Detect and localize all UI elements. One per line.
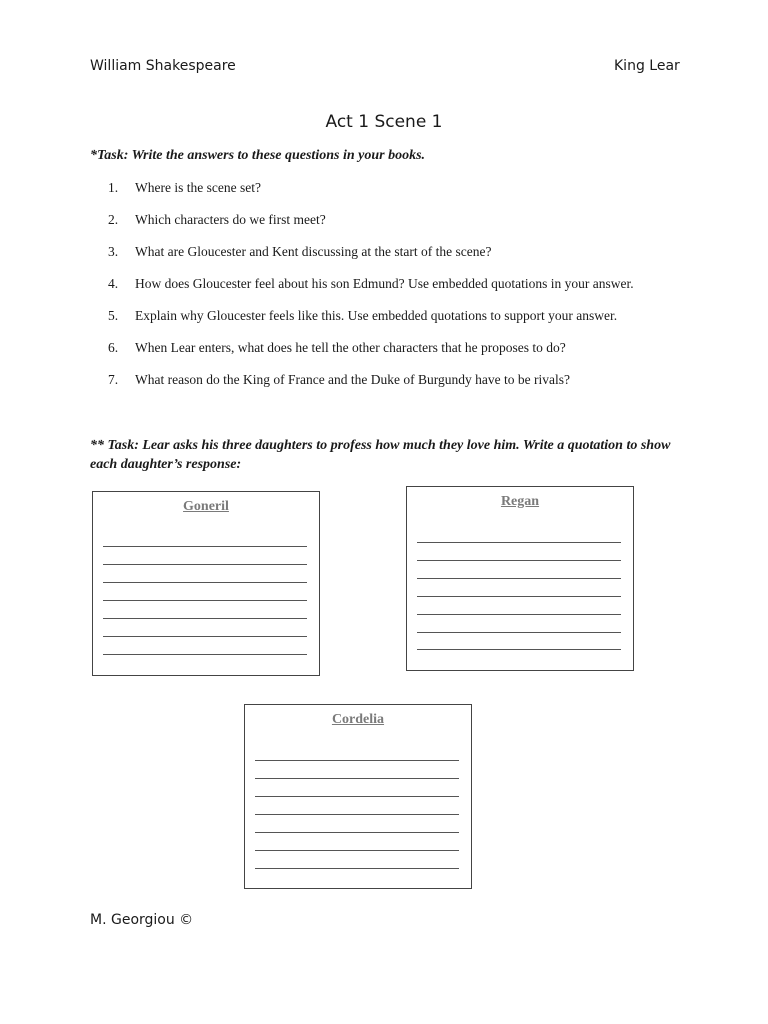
question-item: 1. Where is the scene set? — [108, 180, 261, 195]
answer-line — [103, 564, 307, 565]
question-text: When Lear enters, what does he tell the other characters that he proposes to do? — [135, 340, 566, 355]
answer-line — [255, 760, 459, 761]
answer-line — [417, 596, 621, 597]
cordelia-box-title: Cordelia — [331, 712, 385, 727]
answer-line — [255, 868, 459, 869]
answer-line — [255, 796, 459, 797]
task-two-line: each daughter’s response: — [90, 457, 242, 472]
question-text: Where is the scene set? — [135, 180, 261, 195]
regan-answer-box[interactable] — [406, 486, 634, 671]
answer-line — [417, 632, 621, 633]
task-one-instruction: *Task: Write the answers to these questions in your books. — [90, 148, 426, 163]
header-play-title: King Lear — [614, 58, 680, 74]
question-item: 3. What are Gloucester and Kent discussing at the start of the scene? — [108, 244, 492, 259]
answer-line — [103, 618, 307, 619]
question-item: 4. How does Gloucester feel about his son Edmund? Use embedded quotations in your answer. — [108, 276, 634, 291]
regan-box-title: Regan — [500, 494, 540, 509]
answer-line — [417, 542, 621, 543]
answer-line — [255, 850, 459, 851]
answer-line — [255, 778, 459, 779]
footer-copyright: M. Georgiou © — [90, 912, 194, 928]
question-item: 5. Explain why Gloucester feels like this. Use embedded quotations to support your answer. — [108, 308, 618, 323]
header-author: William Shakespeare — [90, 58, 236, 74]
question-item: 6. When Lear enters, what does he tell the other characters that he proposes to do? — [108, 340, 566, 355]
task-two-instruction — [90, 436, 690, 474]
answer-line — [255, 814, 459, 815]
answer-line — [255, 832, 459, 833]
answer-line — [417, 578, 621, 579]
question-text: Explain why Gloucester feels like this. Use embedded quotations to support your answer. — [135, 308, 618, 323]
question-text: How does Gloucester feel about his son Edmund? Use embedded quotations in your answer. — [135, 276, 634, 291]
answer-line — [103, 654, 307, 655]
goneril-box-title: Goneril — [183, 499, 229, 514]
answer-line — [103, 600, 307, 601]
question-item: 2. Which characters do we first meet? — [108, 212, 326, 227]
goneril-answer-box[interactable] — [92, 491, 320, 676]
answer-line — [417, 649, 621, 650]
cordelia-answer-box[interactable] — [244, 704, 472, 889]
question-text: What reason do the King of France and the Duke of Burgundy have to be rivals? — [135, 372, 570, 387]
answer-line — [417, 560, 621, 561]
task-two-line: ** Task: Lear asks his three daughters to profess how much they love him. Write a quotation to show — [90, 438, 671, 453]
question-text: What are Gloucester and Kent discussing at the start of the scene? — [135, 244, 492, 259]
answer-line — [103, 582, 307, 583]
question-item: 7. What reason do the King of France and the Duke of Burgundy have to be rivals? — [108, 372, 570, 387]
page-title: Act 1 Scene 1 — [325, 112, 443, 132]
question-text: Which characters do we first meet? — [135, 212, 326, 227]
answer-line — [103, 636, 307, 637]
answer-line — [103, 546, 307, 547]
answer-line — [417, 614, 621, 615]
